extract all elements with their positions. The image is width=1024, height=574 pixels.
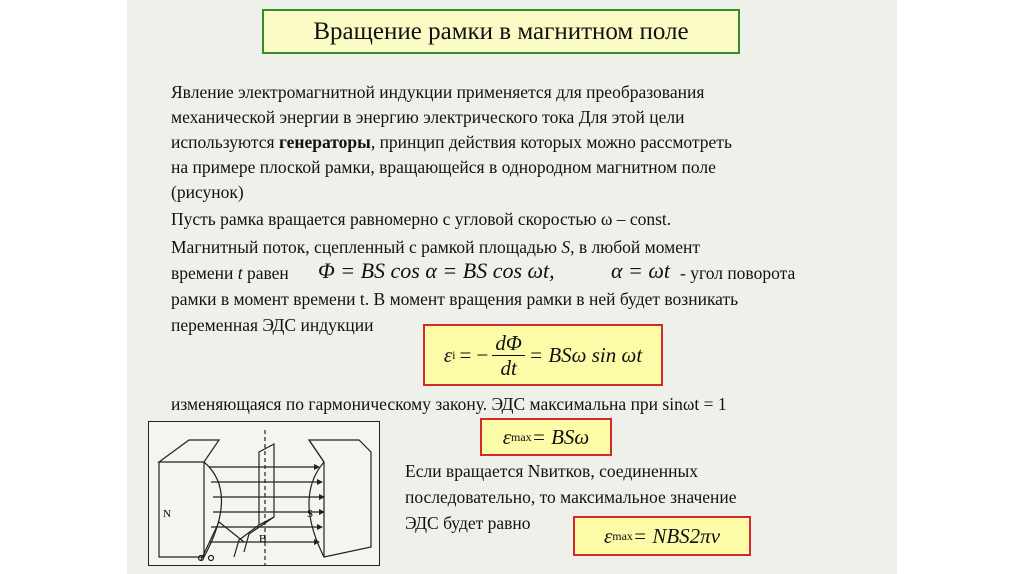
magnet-s-body	[309, 440, 371, 557]
field-arrowhead	[317, 479, 323, 485]
emax-n-epsilon: ε	[603, 523, 613, 548]
text-fragment: времени	[171, 263, 238, 283]
derivative-fraction	[492, 331, 525, 380]
text-line: Если вращается Nвитков, соединенных	[405, 461, 698, 481]
fraction-denominator: dt	[500, 355, 517, 380]
text-line: изменяющаяся по гармоническому закону. ЭДС максимальна при sinωt = 1	[171, 394, 727, 414]
bold-term: генераторы	[278, 132, 371, 152]
text-fragment: используются	[171, 132, 279, 152]
emax-n-formula-box	[573, 516, 751, 556]
field-arrowhead	[317, 524, 323, 530]
emax-rhs: = BSω	[531, 424, 590, 449]
emax-n-rhs: = NBS2πν	[632, 523, 721, 548]
slide-title: Вращение рамки в магнитном поле	[262, 9, 740, 54]
text-line	[171, 236, 700, 259]
magnet-s-edge	[309, 440, 324, 462]
field-label-b: B	[259, 533, 267, 545]
emf-formula-box	[423, 324, 663, 386]
flux-formula: Φ = BS cos α = BS cos ωt,	[318, 258, 555, 283]
symbol-s: S	[561, 237, 571, 257]
text-line: Явление электромагнитной индукции применяется для преобразования	[171, 82, 705, 102]
magnet-n-pole-face	[204, 462, 222, 557]
emf-subscript: i	[452, 347, 456, 362]
text-line	[171, 131, 732, 154]
text-fragment: равен	[242, 263, 289, 283]
emax-n-subscript: max	[612, 528, 633, 543]
text-line	[171, 262, 289, 285]
rotating-frame	[259, 444, 274, 525]
magnet-n-top	[159, 440, 219, 462]
text-line: последовательно, то максимальное значение	[405, 487, 737, 507]
text-fragment: , принцип действия которых можно рассмотреть	[370, 132, 732, 152]
text-fragment: , в любой момент	[570, 237, 700, 257]
pole-label-s: S	[307, 508, 314, 520]
text-line: на примере плоской рамки, вращающейся в однородном магнитном поле	[171, 157, 716, 177]
generator-drawing	[149, 422, 379, 565]
symbol-t: t	[237, 263, 243, 283]
emf-epsilon: ε	[443, 342, 453, 367]
emax-subscript: max	[511, 429, 532, 444]
emax-epsilon: ε	[502, 424, 512, 449]
emax-formula-box	[480, 418, 612, 456]
output-wire	[201, 522, 244, 560]
text-line: рамки в момент времени t. В момент вращения рамки в ней будет возникать	[171, 289, 739, 309]
text-line: ЭДС будет равно	[405, 513, 531, 533]
text-line: (рисунок)	[171, 182, 244, 202]
text-line: механической энергии в энергию электрического тока Для этой цели	[171, 107, 685, 127]
text-line: Пусть рамка вращается равномерно с угловой скоростью ω – const.	[171, 209, 672, 229]
terminal	[209, 556, 214, 561]
fraction-numerator: dΦ	[492, 331, 525, 356]
angle-formula: α = ωt	[611, 258, 671, 283]
emf-equals: = −	[459, 342, 489, 367]
text-fragment: Магнитный поток, сцепленный с рамкой площадью	[171, 237, 562, 257]
pole-label-n: N	[163, 508, 171, 520]
text-line: переменная ЭДС индукции	[171, 315, 374, 335]
emf-rhs: = BSω sin ωt	[528, 342, 643, 367]
generator-diagram	[148, 421, 380, 566]
text-line: - угол поворота	[680, 263, 796, 283]
